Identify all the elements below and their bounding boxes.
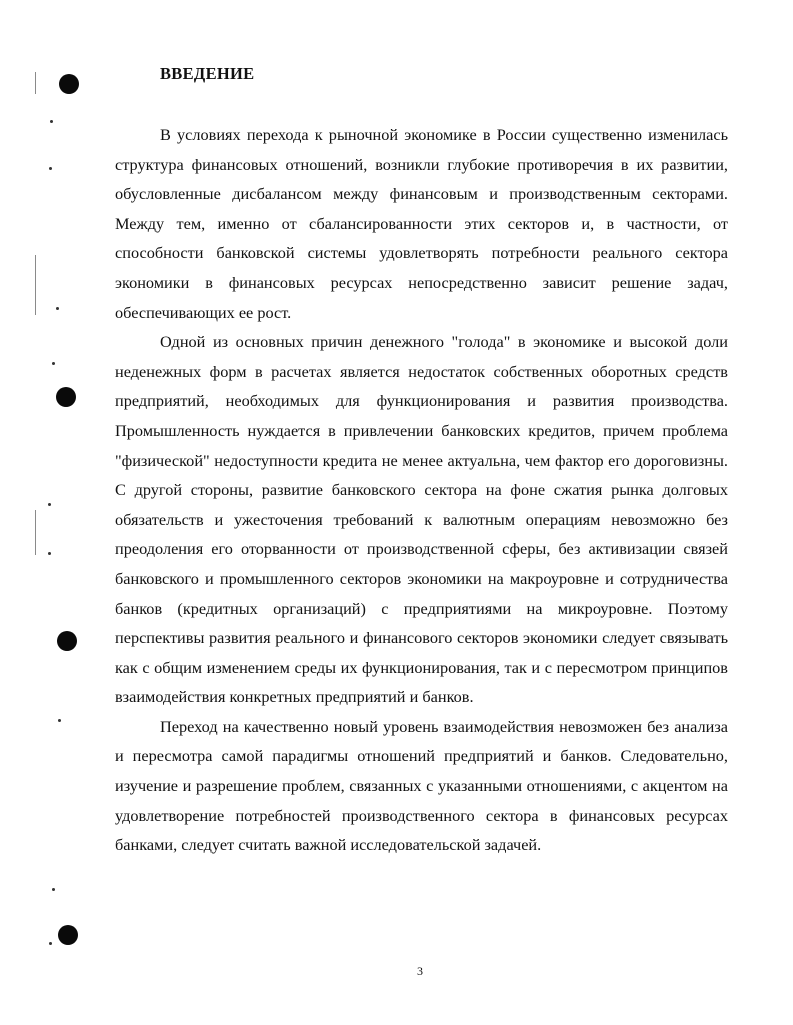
scan-speck	[49, 942, 52, 945]
paragraph: Одной из основных причин денежного "голода" в экономике и высокой доли неденежных форм в расчетах является недостаток собственных оборотных средств предприятий, необходимых для функционирования и развития производства. Промышленность нуждается в привлечении банковских кредитов, причем проблема "физической" недоступности кредита не менее актуальна, чем фактор его дороговизны. С другой стороны, развитие банковского сектора на фоне сжатия рынка долговых обязательств и ужесточения требований к валютным операциям невозможно без преодоления его оторванности от производственной сферы, без активизации связей банковского и промышленного секторов экономики на макроуровне и сотрудничества банков (кредитных организаций) с предприятиями на микроуровне. Поэтому перспективы развития реального и финансового секторов экономики следует связывать как с общим изменением среды их функционирования, так и с пересмотром принципов взаимодействия конкретных предприятий и банков.	[115, 332, 728, 707]
scan-speck	[48, 552, 51, 555]
scan-speck	[58, 719, 61, 722]
scan-margin-line	[35, 510, 36, 555]
scan-speck	[50, 120, 53, 123]
scan-speck	[52, 362, 55, 365]
paragraph: Переход на качественно новый уровень взаимодействия невозможен без анализа и пересмотра самой парадигмы отношений предприятий и банков. Следовательно, изучение и разрешение проблем, связанных с указанными отношениями, с акцентом на удовлетворение потребностей производственного сектора в финансовых ресурсах банками, следует считать важной исследовательской задачей.	[115, 716, 728, 855]
punch-hole-icon	[57, 631, 77, 651]
scan-speck	[49, 167, 52, 170]
punch-hole-icon	[59, 74, 79, 94]
punch-hole-icon	[58, 925, 78, 945]
scan-speck	[48, 503, 51, 506]
page-number: 3	[417, 964, 423, 978]
paragraph: В условиях перехода к рыночной экономике в России существенно изменилась структура финансовых отношений, возникли глубокие противоречия в их развитии, обусловленные дисбалансом между финансовым и производственным секторами. Между тем, именно от сбалансированности этих секторов и, в частности, от способности банковской системы удовлетворять потребности реального сектора экономики в финансовых ресурсах непосредственно зависит решение задач, обеспечивающих ее рост.	[115, 125, 728, 322]
scan-margin-line	[35, 72, 36, 94]
body-text	[115, 120, 728, 860]
punch-hole-icon	[56, 387, 76, 407]
scan-speck	[52, 888, 55, 891]
scan-speck	[56, 307, 59, 310]
scan-margin-line	[35, 255, 36, 315]
section-heading: ВВЕДЕНИЕ	[160, 64, 255, 83]
